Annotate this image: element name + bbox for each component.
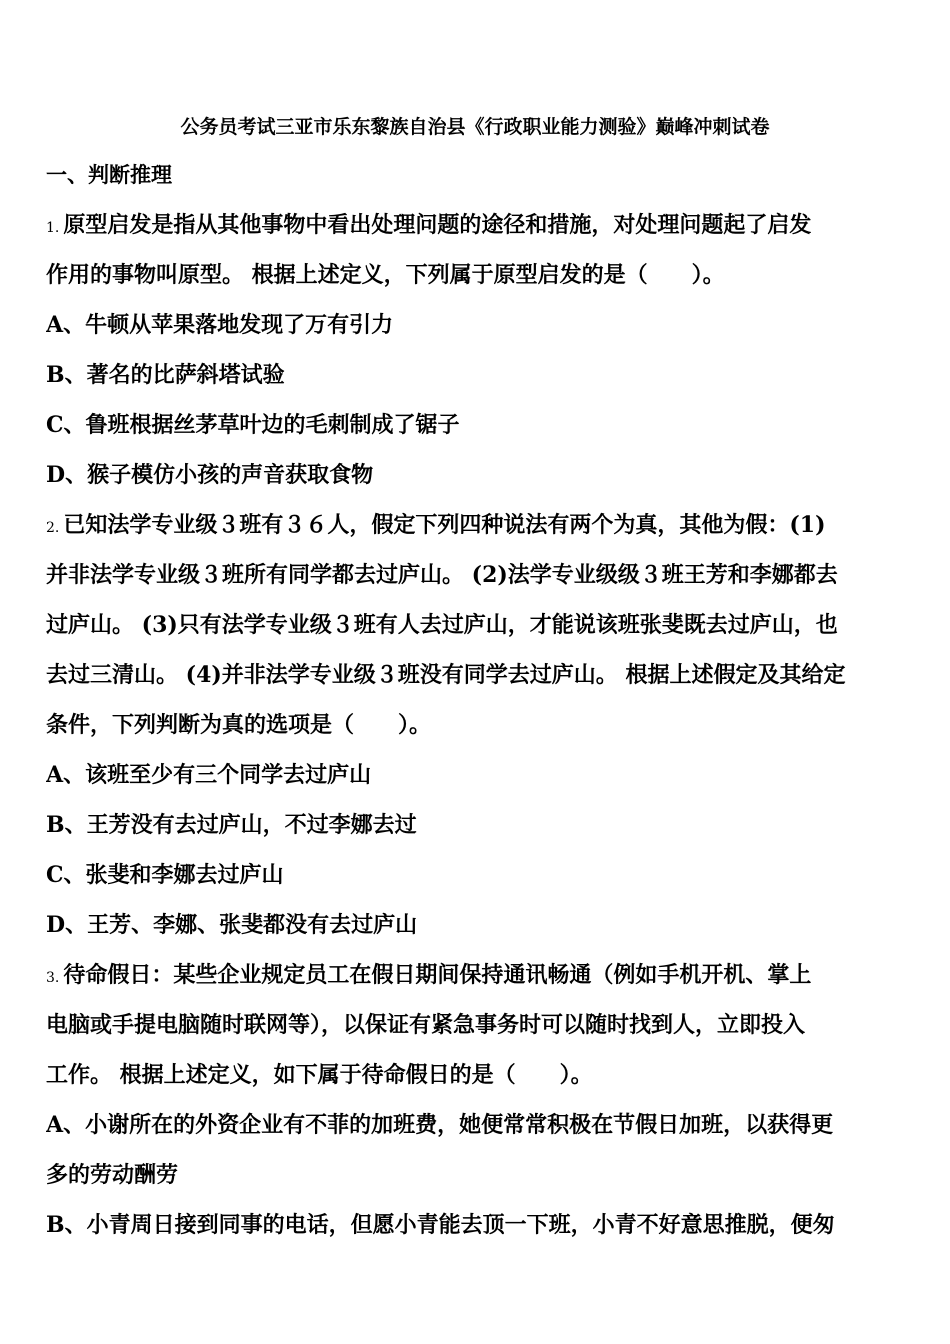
question-stem-line xyxy=(46,950,908,1000)
question-stem-line: 电脑或手提电脑随时联网等），以保证有紧急事务时可以随时找到人，立即投入 xyxy=(46,1012,806,1038)
answer-option-b: B、王芳没有去过庐山，不过李娜去过 xyxy=(46,812,417,838)
answer-option-b: B、小青周日接到同事的电话，但愿小青能去顶一下班，小青不好意思推脱，便匆 xyxy=(46,1212,835,1238)
question-stem-line xyxy=(46,500,908,550)
question-stem-line: 去过三清山。 (4)并非法学专业级３班没有同学去过庐山。 根据上述假定及其给定 xyxy=(46,662,846,688)
question-stem-text: 已知法学专业级３班有３６人，假定下列四种说法有两个为真，其他为假：(1) xyxy=(63,512,826,538)
answer-option-d: D、王芳、李娜、张斐都没有去过庐山 xyxy=(46,912,418,938)
question-3 xyxy=(46,950,908,1250)
question-number: 3. xyxy=(46,970,60,986)
answer-option-a: A、牛顿从苹果落地发现了万有引力 xyxy=(46,312,394,338)
question-stem-text: 原型启发是指从其他事物中看出处理问题的途径和措施，对处理问题起了启发 xyxy=(63,212,812,238)
question-number: 2. xyxy=(46,520,60,536)
document-title: 公务员考试三亚市乐东黎族自治县《行政职业能力测验》巅峰冲刺试卷 xyxy=(180,116,770,138)
question-number: 1. xyxy=(46,220,60,236)
answer-option-b: B、著名的比萨斜塔试验 xyxy=(46,362,285,388)
section-heading: 一、判断推理 xyxy=(46,162,172,187)
answer-option-d: D、猴子模仿小孩的声音获取食物 xyxy=(46,462,374,488)
question-2 xyxy=(46,500,908,950)
question-stem-line: 作用的事物叫原型。 根据上述定义，下列属于原型启发的是（ ）。 xyxy=(46,262,725,288)
answer-option-c: C、张斐和李娜去过庐山 xyxy=(46,862,284,888)
question-stem-line: 条件，下列判断为真的选项是（ ）。 xyxy=(46,712,432,738)
question-stem-line: 过庐山。 (3)只有法学专业级３班有人去过庐山，才能说该班张斐既去过庐山，也 xyxy=(46,612,838,638)
answer-option-a-continued: 多的劳动酬劳 xyxy=(46,1162,179,1188)
question-1 xyxy=(46,200,908,500)
question-stem-line: 工作。 根据上述定义，如下属于待命假日的是（ ）。 xyxy=(46,1062,593,1088)
document-body xyxy=(46,150,908,1250)
question-stem-line xyxy=(46,200,908,250)
answer-option-a: A、该班至少有三个同学去过庐山 xyxy=(46,762,372,788)
answer-option-c: C、鲁班根据丝茅草叶边的毛刺制成了锯子 xyxy=(46,412,460,438)
question-stem-line: 并非法学专业级３班所有同学都去过庐山。 (2)法学专业级级３班王芳和李娜都去 xyxy=(46,562,838,588)
question-stem-text: 待命假日：某些企业规定员工在假日期间保持通讯畅通（例如手机开机、掌上 xyxy=(63,962,812,988)
answer-option-a: A、小谢所在的外资企业有不菲的加班费，她便常常积极在节假日加班，以获得更 xyxy=(46,1112,834,1138)
